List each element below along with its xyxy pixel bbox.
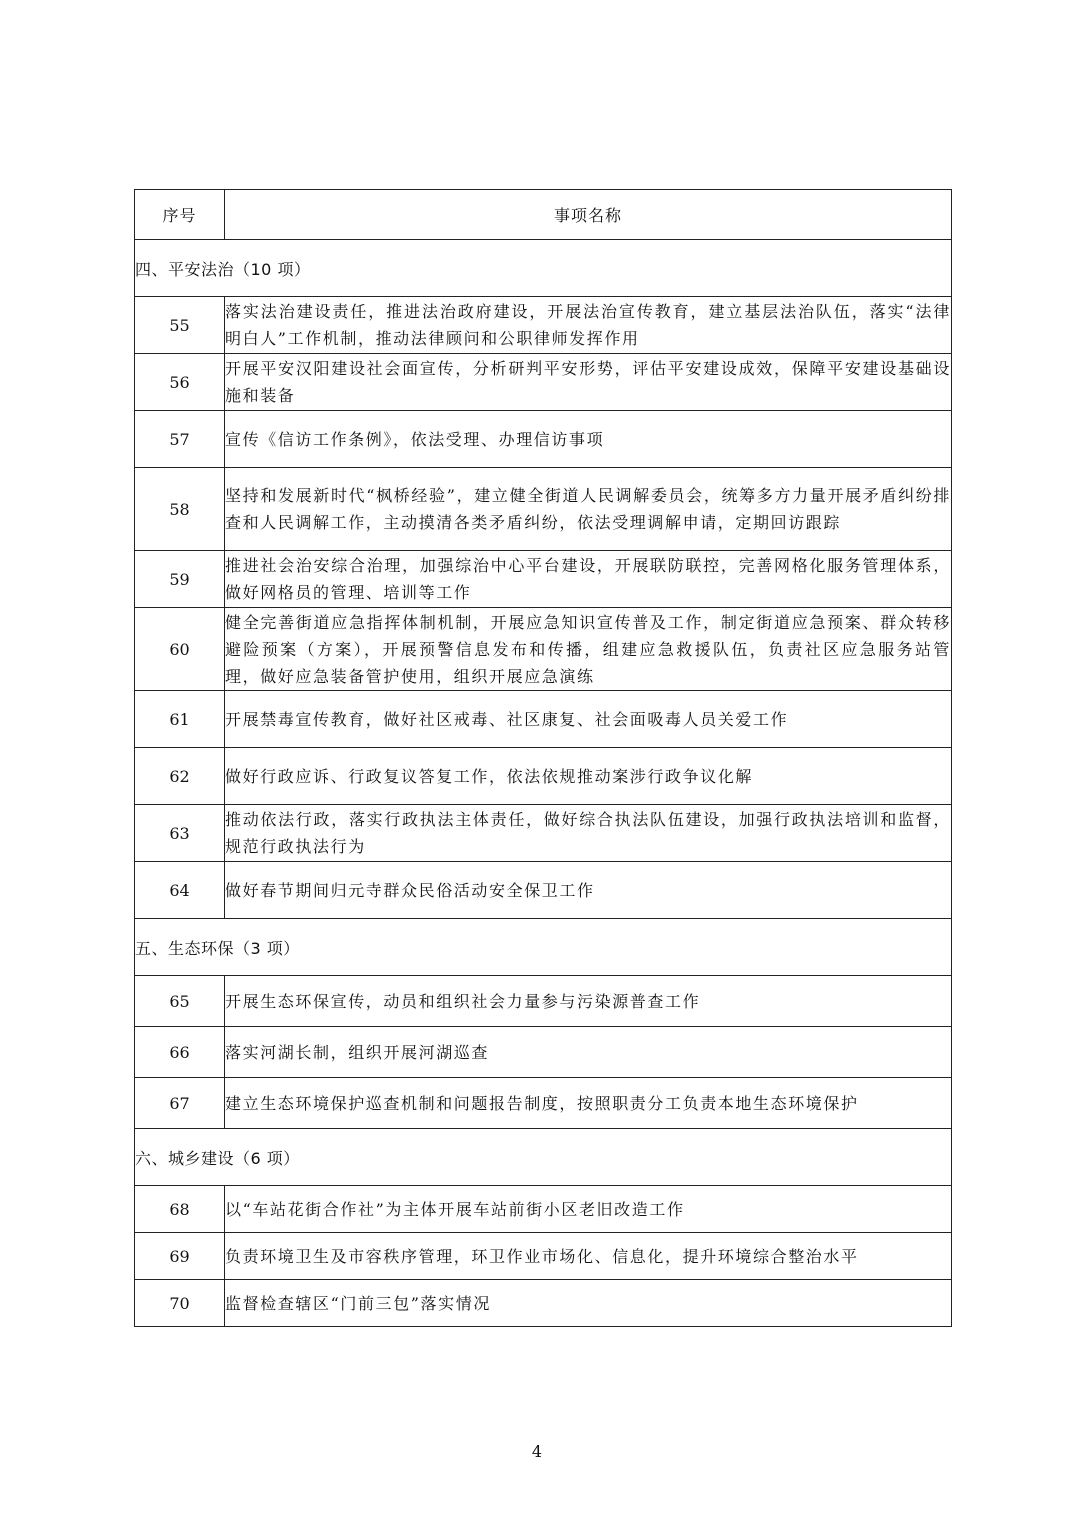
section-title: 五、生态环保（3 项）: [135, 919, 952, 976]
row-name: 健全完善街道应急指挥体制机制，开展应急知识宣传普及工作，制定街道应急预案、群众转移避险预案（方案），开展预警信息发布和传播，组建应急救援队伍，负责社区应急服务站管理，做好应急装备管护使用，组织开展应急演练: [225, 608, 952, 691]
row-number: 62: [135, 748, 225, 805]
row-number: 58: [135, 468, 225, 551]
row-number: 65: [135, 976, 225, 1027]
row-name: 坚持和发展新时代“枫桥经验”，建立健全街道人民调解委员会，统筹多方力量开展矛盾纠纷排查和人民调解工作，主动摸清各类矛盾纠纷，依法受理调解申请，定期回访跟踪: [225, 468, 952, 551]
row-number: 68: [135, 1186, 225, 1233]
row-name: 推动依法行政，落实行政执法主体责任，做好综合执法队伍建设，加强行政执法培训和监督，规范行政执法行为: [225, 805, 952, 862]
row-name: 宣传《信访工作条例》，依法受理、办理信访事项: [225, 411, 952, 468]
row-number: 61: [135, 691, 225, 748]
table-row: [135, 297, 952, 354]
row-name: 落实法治建设责任，推进法治政府建设，开展法治宣传教育，建立基层法治队伍，落实“法律明白人”工作机制，推动法律顾问和公职律师发挥作用: [225, 297, 952, 354]
row-name: 开展生态环保宣传，动员和组织社会力量参与污染源普查工作: [225, 976, 952, 1027]
row-name: 做好行政应诉、行政复议答复工作，依法依规推动案涉行政争议化解: [225, 748, 952, 805]
section-row: [135, 919, 952, 976]
table-row: [135, 551, 952, 608]
row-name: 建立生态环境保护巡查机制和问题报告制度，按照职责分工负责本地生态环境保护: [225, 1078, 952, 1129]
table-row: [135, 1027, 952, 1078]
section-title: 六、城乡建设（6 项）: [135, 1129, 952, 1186]
row-name: 落实河湖长制，组织开展河湖巡查: [225, 1027, 952, 1078]
row-name: 推进社会治安综合治理，加强综治中心平台建设，开展联防联控，完善网格化服务管理体系，做好网格员的管理、培训等工作: [225, 551, 952, 608]
page-number: 4: [531, 1442, 543, 1461]
row-number: 67: [135, 1078, 225, 1129]
row-name: 开展禁毒宣传教育，做好社区戒毒、社区康复、社会面吸毒人员关爱工作: [225, 691, 952, 748]
section-title: 四、平安法治（10 项）: [135, 240, 952, 297]
row-number: 56: [135, 354, 225, 411]
section-row: [135, 1129, 952, 1186]
table-row: [135, 1186, 952, 1233]
table-row: [135, 805, 952, 862]
row-number: 57: [135, 411, 225, 468]
row-number: 66: [135, 1027, 225, 1078]
row-name: 负责环境卫生及市容秩序管理，环卫作业市场化、信息化，提升环境综合整治水平: [225, 1233, 952, 1280]
table-row: [135, 1078, 952, 1129]
row-name: 监督检查辖区“门前三包”落实情况: [225, 1280, 952, 1327]
table-row: [135, 468, 952, 551]
row-number: 64: [135, 862, 225, 919]
row-number: 70: [135, 1280, 225, 1327]
table-row: [135, 691, 952, 748]
header-name: 事项名称: [225, 190, 952, 240]
row-number: 55: [135, 297, 225, 354]
row-name: 做好春节期间归元寺群众民俗活动安全保卫工作: [225, 862, 952, 919]
table-header-row: [135, 190, 952, 240]
table-row: [135, 1280, 952, 1327]
header-number: 序号: [135, 190, 225, 240]
items-table: [134, 189, 952, 1327]
row-number: 63: [135, 805, 225, 862]
row-number: 69: [135, 1233, 225, 1280]
table-row: [135, 862, 952, 919]
section-row: [135, 240, 952, 297]
table-row: [135, 608, 952, 691]
table-row: [135, 354, 952, 411]
table-row: [135, 1233, 952, 1280]
row-number: 60: [135, 608, 225, 691]
table-row: [135, 748, 952, 805]
table-row: [135, 411, 952, 468]
row-name: 开展平安汉阳建设社会面宣传，分析研判平安形势，评估平安建设成效，保障平安建设基础设施和装备: [225, 354, 952, 411]
row-name: 以“车站花街合作社”为主体开展车站前街小区老旧改造工作: [225, 1186, 952, 1233]
row-number: 59: [135, 551, 225, 608]
table-row: [135, 976, 952, 1027]
